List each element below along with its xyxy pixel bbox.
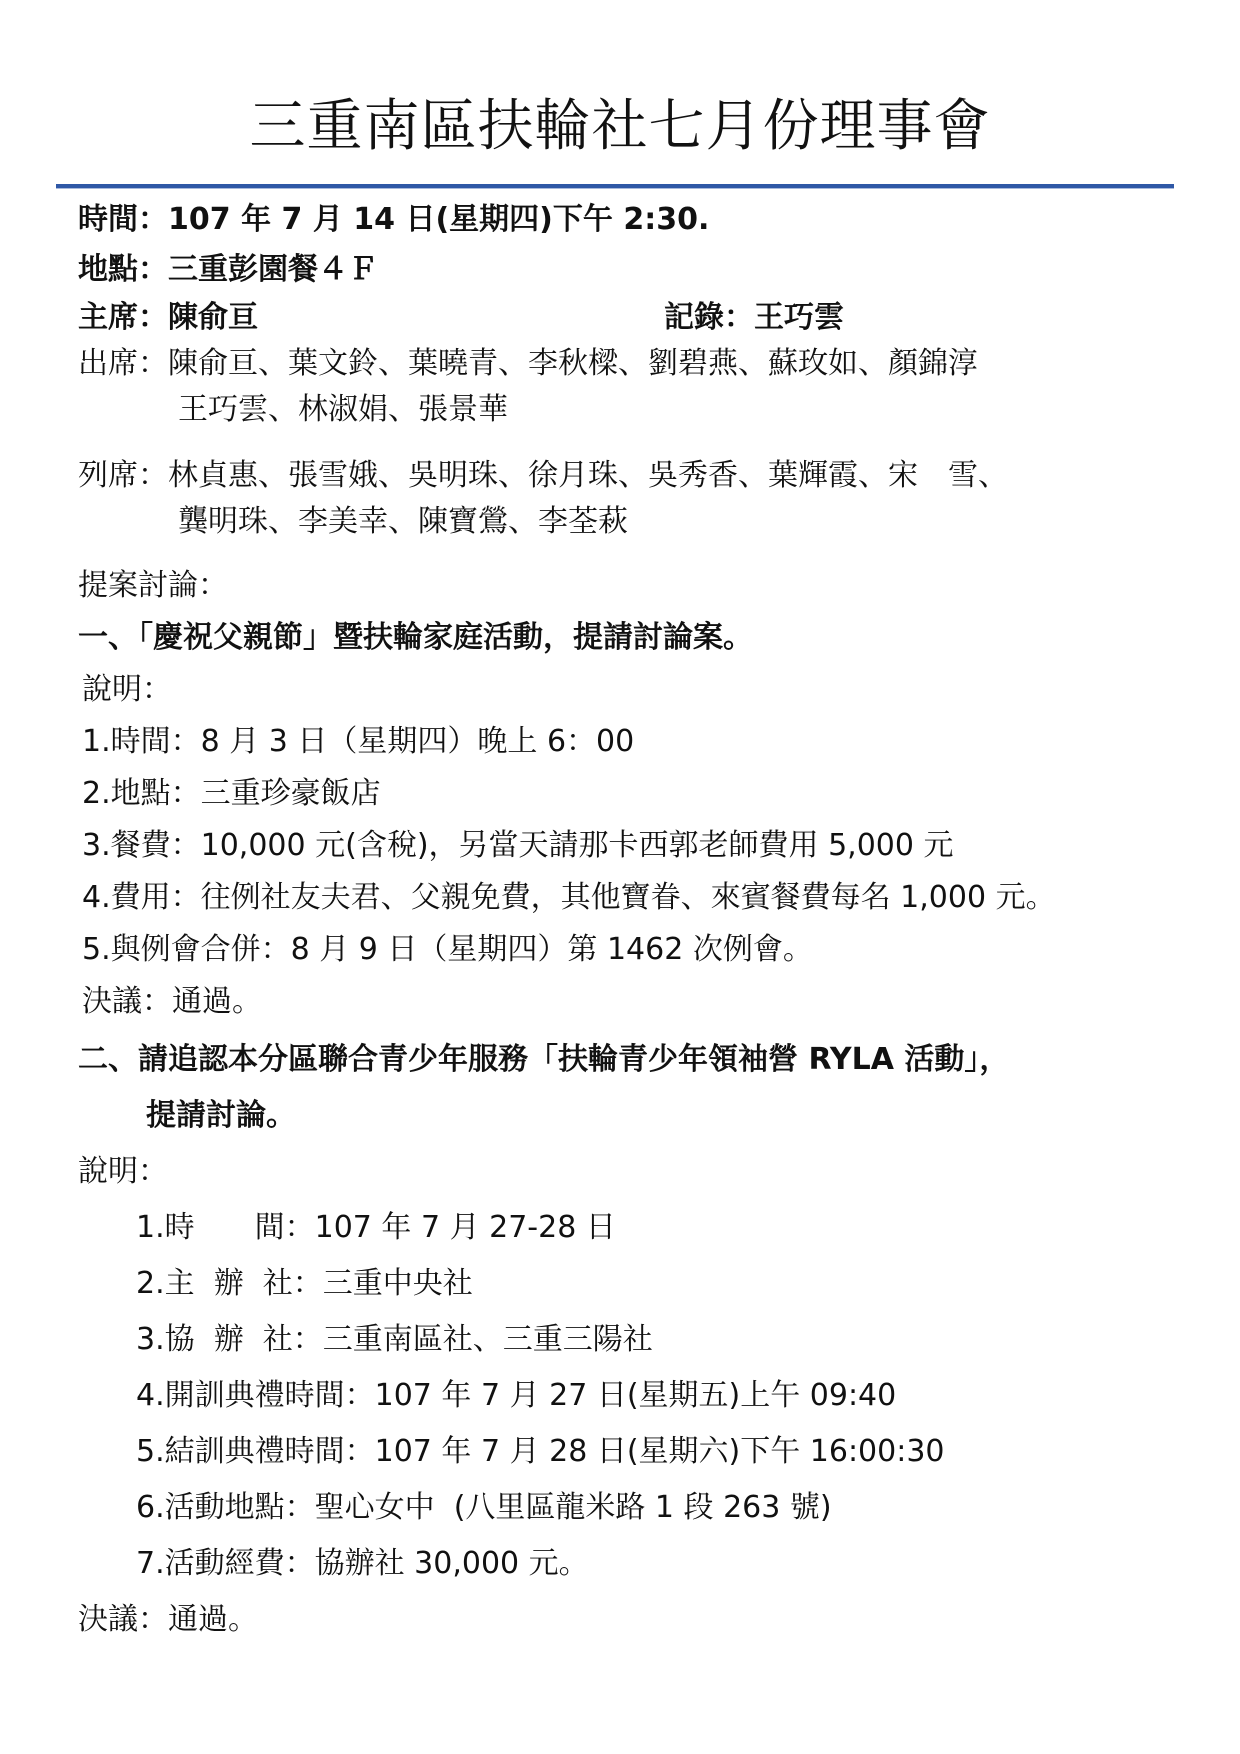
proposal-2-item: 3.協 辦 社：三重南區社、三重三陽社 bbox=[136, 1322, 653, 1357]
proposal-1-heading: 一、「慶祝父親節」暨扶輪家庭活動，提請討論案。 bbox=[78, 620, 753, 655]
meeting-place: 地點：三重彭園餐４Ｆ bbox=[78, 252, 378, 287]
proposal-1-item: 3.餐費：10,000 元(含稅)，另當天請那卡西郭老師費用 5,000 元 bbox=[82, 828, 954, 863]
meeting-recorder: 記錄：王巧雲 bbox=[664, 300, 844, 335]
proposal-1-resolution: 決議：通過。 bbox=[82, 984, 262, 1019]
proposal-2-item: 1.時 間：107 年 7 月 27-28 日 bbox=[136, 1210, 616, 1245]
attendees-line-2: 王巧雲、林淑娟、張景華 bbox=[178, 392, 508, 427]
proposal-1-item: 2.地點：三重珍豪飯店 bbox=[82, 776, 381, 811]
page-title: 三重南區扶輪社七月份理事會 bbox=[249, 94, 991, 159]
observers-line-2: 龔明珠、李美幸、陳寶鶯、李荃萩 bbox=[178, 504, 628, 539]
title-divider bbox=[56, 184, 1174, 189]
proposal-2-item: 4.開訓典禮時間：107 年 7 月 27 日(星期五)上午 09:40 bbox=[136, 1378, 897, 1413]
observers-line-1: 列席：林貞惠、張雪娥、吳明珠、徐月珠、吳秀香、葉輝霞、宋 雪、 bbox=[78, 458, 1008, 493]
proposal-1-item: 5.與例會合併：8 月 9 日（星期四）第 1462 次例會。 bbox=[82, 932, 813, 967]
proposal-2-item: 2.主 辦 社：三重中央社 bbox=[136, 1266, 473, 1301]
proposal-2-explain-label: 說明： bbox=[78, 1154, 168, 1189]
proposal-1-item: 1.時間：8 月 3 日（星期四）晚上 6：00 bbox=[82, 724, 635, 759]
proposal-1-item: 4.費用：往例社友夫君、父親免費，其他寶眷、來賓餐費每名 1,000 元。 bbox=[82, 880, 1056, 915]
proposal-2-resolution: 決議：通過。 bbox=[78, 1602, 258, 1637]
discussion-label: 提案討論： bbox=[78, 568, 228, 603]
proposal-2-item: 7.活動經費：協辦社 30,000 元。 bbox=[136, 1546, 589, 1581]
attendees-line-1: 出席：陳俞亘、葉文鈴、葉曉青、李秋樑、劉碧燕、蘇玫如、顏錦淳 bbox=[78, 346, 978, 381]
meeting-time: 時間：107 年 7 月 14 日(星期四)下午 2:30. bbox=[78, 202, 710, 237]
meeting-chair: 主席：陳俞亘 bbox=[78, 300, 258, 335]
proposal-2-heading: 二、請追認本分區聯合青少年服務「扶輪青少年領袖營 RYLA 活動」， bbox=[78, 1042, 1010, 1077]
proposal-1-explain-label: 說明： bbox=[82, 672, 172, 707]
proposal-2-item: 5.結訓典禮時間：107 年 7 月 28 日(星期六)下午 16:00:30 bbox=[136, 1434, 945, 1469]
proposal-2-heading-cont: 提請討論。 bbox=[146, 1098, 296, 1133]
proposal-2-item: 6.活動地點：聖心女中 (八里區龍米路 1 段 263 號) bbox=[136, 1490, 832, 1525]
